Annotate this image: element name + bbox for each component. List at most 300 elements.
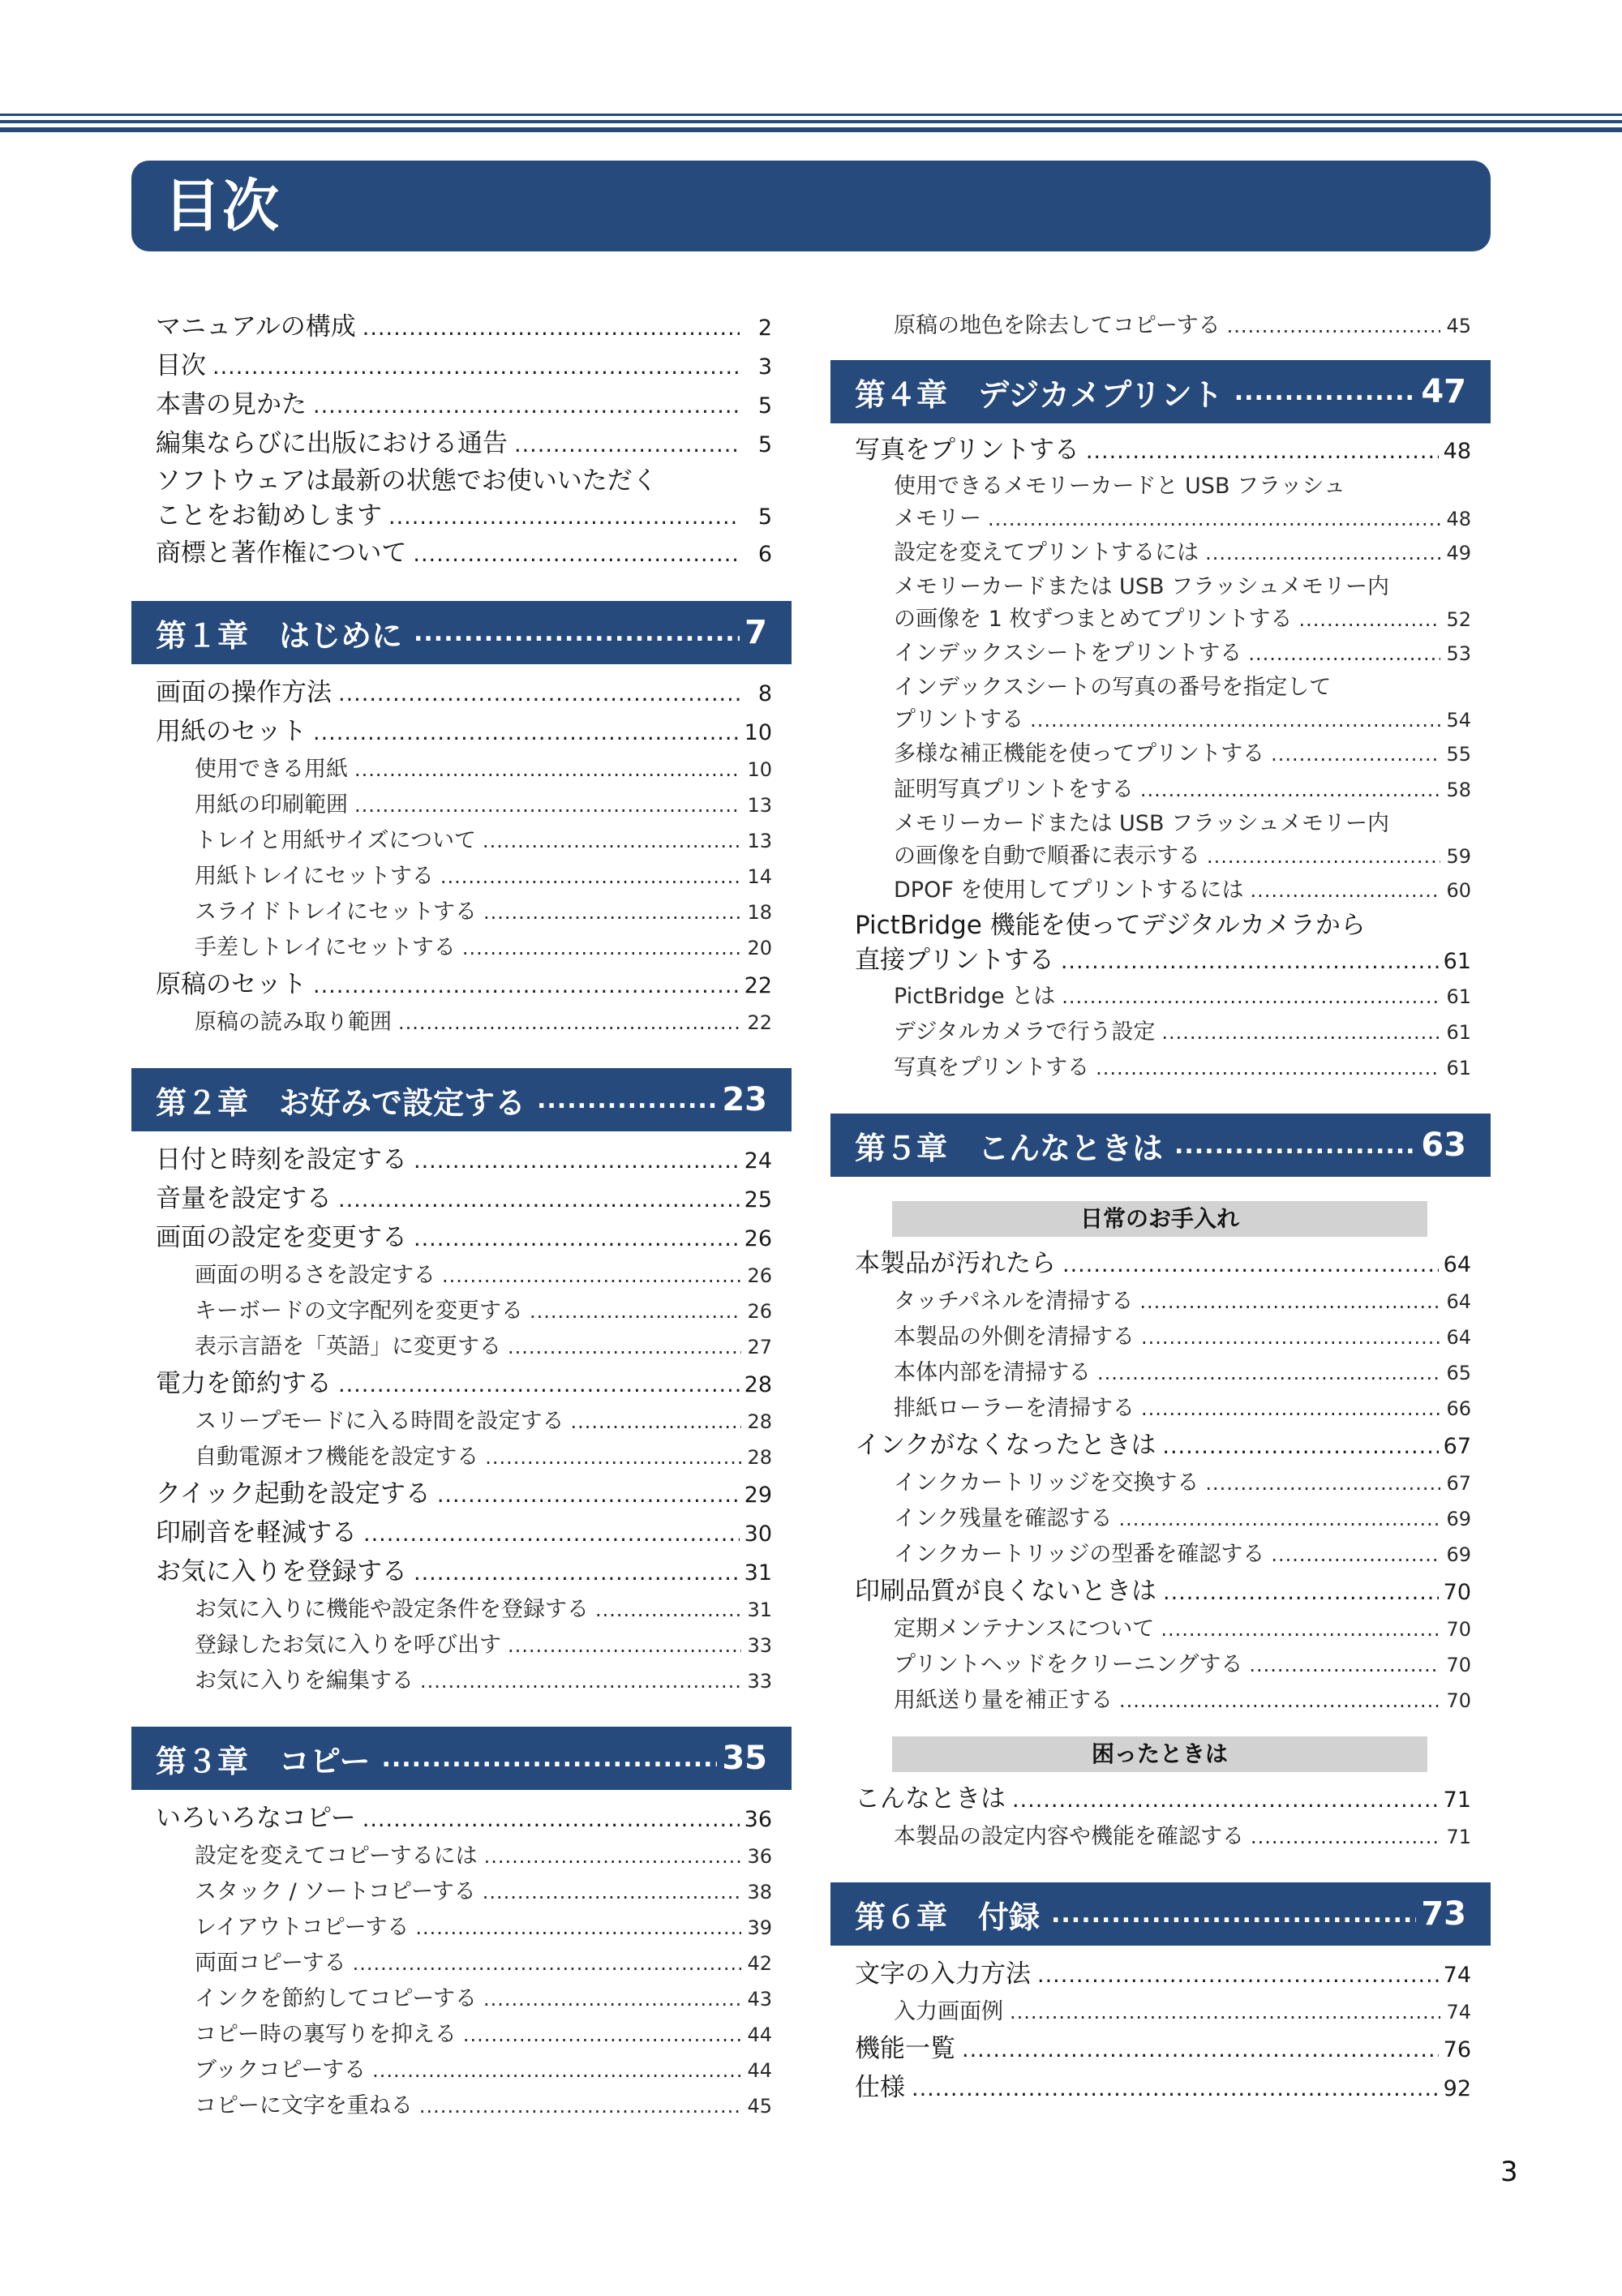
toc-subentry-title: コピー時の裏写りを抑える — [195, 2022, 457, 2047]
toc-entry-title: 印刷品質が良くないときは — [855, 1577, 1156, 1606]
toc-subentry-page: 26 — [747, 1264, 772, 1287]
dot-leader — [1086, 432, 1439, 470]
toc-entry-title: 機能一覧 — [855, 2034, 955, 2063]
dot-leader — [483, 1874, 741, 1910]
toc-subentry[interactable] — [830, 1994, 1491, 2030]
toc-subentry-title: PictBridge とは — [894, 984, 1056, 1009]
toc-subentry-title: 用紙トレイにセットする — [195, 864, 434, 889]
dot-leader — [462, 930, 741, 966]
toc-subentry-page: 26 — [747, 1300, 772, 1323]
toc-subentry[interactable] — [131, 1258, 792, 1294]
toc-subentry[interactable] — [830, 1819, 1491, 1855]
toc-entry-title: お気に入りを登録する — [156, 1557, 407, 1586]
toc-subentry-title: タッチパネルを清掃する — [894, 1289, 1134, 1314]
toc-entry-title: 仕様 — [855, 2073, 905, 2102]
toc-entry[interactable] — [131, 1141, 792, 1180]
dot-leader — [338, 1366, 740, 1404]
toc-subentry[interactable] — [131, 823, 792, 859]
dot-leader — [420, 1663, 741, 1699]
toc-subentry-page: 48 — [1446, 508, 1471, 530]
dot-leader — [463, 2017, 741, 2053]
toc-subentry[interactable] — [830, 1320, 1491, 1355]
toc-entry-title: 編集ならびに出版における通告 — [156, 429, 508, 458]
toc-entry[interactable] — [830, 1955, 1491, 1994]
toc-subentry-title-line1: 使用できるメモリーカードと USB フラッシュ — [894, 474, 1345, 499]
toc-entry-title: 原稿のセット — [156, 970, 307, 999]
toc-subentry-page: 43 — [747, 1988, 772, 2011]
toc-subentry-page: 58 — [1446, 779, 1471, 801]
chapter-3-header[interactable] — [131, 1727, 792, 1790]
toc-entry-page: 36 — [744, 1807, 772, 1832]
dot-leader — [338, 1181, 740, 1219]
toc-subentry[interactable] — [830, 1391, 1491, 1427]
toc-entry-title: 写真をプリントする — [855, 436, 1079, 465]
toc-entry[interactable] — [131, 1219, 792, 1258]
toc-entry[interactable] — [830, 431, 1491, 470]
toc-entry[interactable] — [131, 534, 792, 573]
toc-subentry-title: 証明写真プリントをする — [894, 777, 1134, 802]
toc-subentry-title: 画面の明るさを設定する — [195, 1263, 436, 1288]
toc-entry-title-line1: ソフトウェアは最新の状態でお使いいただく — [156, 466, 658, 496]
toc-subentry-page: 45 — [747, 2095, 772, 2118]
toc-subentry[interactable] — [131, 930, 792, 966]
dot-leader — [1061, 944, 1439, 979]
toc-subentry-title: 登録したお気に入りを呼び出す — [195, 1633, 501, 1658]
chapter-page: 35 — [722, 1740, 767, 1777]
toc-entry[interactable] — [131, 425, 792, 464]
toc-subentry-title: お気に入りを編集する — [195, 1668, 414, 1693]
chapter-page: 7 — [744, 614, 767, 651]
toc-entry[interactable] — [131, 1800, 792, 1839]
dot-leader — [1205, 535, 1440, 571]
toc-subentry-title-line1: メモリーカードまたは USB フラッシュメモリー内 — [894, 811, 1389, 836]
toc-subentry[interactable] — [131, 1329, 792, 1365]
toc-subentry-title: 多様な補正機能を使ってプリントする — [894, 741, 1265, 766]
dot-leader — [338, 675, 740, 713]
toc-subentry-page: 70 — [1446, 1689, 1471, 1712]
dot-leader — [1251, 873, 1440, 908]
toc-subentry-page: 13 — [747, 794, 772, 817]
toc-entry[interactable] — [131, 713, 792, 752]
dot-leader — [485, 1440, 741, 1475]
toc-subentry[interactable] — [131, 1874, 792, 1910]
toc-subentry[interactable] — [131, 2053, 792, 2088]
dot-leader — [1162, 1427, 1439, 1466]
toc-subentry-page: 70 — [1446, 1654, 1471, 1676]
toc-subentry-title: ブックコピーする — [195, 2058, 367, 2083]
dot-leader — [1062, 1246, 1439, 1284]
toc-entry[interactable] — [131, 1475, 792, 1514]
dot-leader — [414, 1220, 740, 1258]
toc-subentry-title: インクカートリッジの型番を確認する — [894, 1542, 1265, 1567]
toc-entry-title-line2: ことをお勧めします — [156, 501, 382, 530]
toc-subentry[interactable] — [131, 895, 792, 930]
dot-leader — [414, 1554, 740, 1592]
toc-subentry[interactable] — [131, 752, 792, 788]
toc-subentry-title: スライドトレイにセットする — [195, 899, 478, 925]
toc-entry[interactable] — [131, 1553, 792, 1592]
toc-entry-title: クイック起動を設定する — [156, 1479, 431, 1508]
toc-subentry[interactable] — [131, 1910, 792, 1946]
toc-subentry[interactable] — [131, 1946, 792, 1981]
toc-entry-page: 3 — [757, 354, 772, 380]
toc-entry-page: 48 — [1443, 439, 1471, 464]
toc-subentry-page: 38 — [747, 1881, 772, 1903]
toc-subentry-title: インクカートリッジを交換する — [894, 1470, 1199, 1496]
toc-subentry-page: 45 — [1446, 315, 1471, 337]
toc-subentry-title: 写真をプリントする — [894, 1055, 1090, 1080]
toc-subentry-page: 61 — [1446, 1021, 1471, 1044]
toc-subentry[interactable] — [131, 2017, 792, 2053]
dot-leader — [313, 387, 740, 425]
dot-leader — [912, 2070, 1439, 2108]
dot-leader — [1062, 979, 1440, 1015]
toc-subentry-title: 表示言語を「英語」に変更する — [195, 1334, 501, 1359]
toc-entry-page: 70 — [1443, 1580, 1471, 1605]
toc-subentry-page: 61 — [1446, 1057, 1471, 1079]
toc-entry[interactable] — [830, 1573, 1491, 1611]
toc-subentry-page: 22 — [747, 1011, 772, 1034]
toc-subentry-page: 39 — [747, 1916, 772, 1939]
dot-leader — [483, 895, 741, 930]
dot-leader — [1012, 1781, 1439, 1819]
toc-subentry[interactable] — [830, 636, 1491, 672]
toc-entry-page: 5 — [757, 393, 772, 418]
toc-entry[interactable] — [830, 908, 1491, 979]
toc-entry-page: 26 — [744, 1226, 772, 1251]
toc-entry[interactable] — [131, 347, 792, 386]
toc-subentry[interactable] — [131, 1981, 792, 2017]
dot-leader — [508, 1628, 741, 1663]
toc-subentry[interactable] — [830, 772, 1491, 808]
dot-leader — [1118, 1501, 1440, 1537]
toc-subentry[interactable] — [830, 1355, 1491, 1391]
toc-subentry-title: 定期メンテナンスについて — [894, 1616, 1155, 1642]
toc-entry-title: 本製品が汚れたら — [855, 1249, 1056, 1278]
toc-subentry-title: プリントヘッドをクリーニングする — [894, 1652, 1243, 1677]
toc-entry-title: 画面の操作方法 — [156, 678, 332, 707]
chapter-1-header[interactable] — [131, 601, 792, 664]
toc-subentry-title: 用紙送り量を補正する — [894, 1688, 1113, 1713]
dot-leader — [1161, 1015, 1440, 1050]
toc-subentry-title: 両面コピーする — [195, 1951, 346, 1976]
toc-entry-title: 音量を設定する — [156, 1184, 332, 1213]
dot-leader — [437, 1476, 740, 1514]
dot-leader — [508, 1329, 741, 1365]
toc-entry[interactable] — [830, 2030, 1491, 2069]
toc-subentry[interactable] — [830, 470, 1491, 535]
toc-subentry[interactable] — [830, 571, 1491, 636]
toc-entry-title: 印刷音を軽減する — [156, 1518, 357, 1547]
toc-subentry[interactable] — [830, 1537, 1491, 1573]
toc-subentry-title: お気に入りに機能や設定条件を登録する — [195, 1597, 589, 1622]
dot-leader — [530, 1294, 741, 1329]
toc-entry-page: 2 — [757, 315, 772, 341]
toc-subentry[interactable] — [131, 1592, 792, 1628]
toc-subentry[interactable] — [830, 979, 1491, 1015]
toc-subentry[interactable] — [830, 1015, 1491, 1050]
toc-entry-page: 61 — [1443, 949, 1471, 974]
toc-entry-title: インクがなくなったときは — [855, 1431, 1156, 1460]
page-title-banner — [131, 161, 1491, 251]
toc-entry-title: マニュアルの構成 — [156, 312, 356, 341]
toc-subentry-title: レイアウトコピーする — [195, 1915, 410, 1940]
toc-entry-title: 文字の入力方法 — [855, 1959, 1031, 1989]
dot-leader — [1271, 736, 1440, 772]
toc-entry[interactable] — [830, 1245, 1491, 1284]
dot-leader — [313, 714, 740, 752]
toc-subentry-title-line2: プリントする — [894, 707, 1024, 732]
toc-entry-title: いろいろなコピー — [156, 1804, 356, 1833]
toc-subentry[interactable] — [830, 1611, 1491, 1647]
toc-subentry-title-line2: の画像を 1 枚ずつまとめてプリントする — [894, 607, 1293, 632]
dot-leader — [1140, 772, 1440, 808]
toc-entry-page: 5 — [757, 432, 772, 457]
toc-subentry[interactable] — [131, 1663, 792, 1699]
dot-leader — [1251, 1819, 1440, 1855]
chapter-title: 第４章 デジカメプリント — [855, 376, 1223, 413]
dot-leader — [595, 1592, 741, 1628]
toc-subentry-page: 54 — [1446, 709, 1471, 732]
toc-entry[interactable] — [830, 1427, 1491, 1466]
toc-entry-page: 6 — [757, 542, 772, 567]
dot-leader — [354, 752, 741, 788]
toc-subentry[interactable] — [830, 736, 1491, 772]
dot-leader — [1037, 1956, 1439, 1994]
toc-subentry[interactable] — [830, 672, 1491, 736]
toc-subentry-title: 使用できる用紙 — [195, 757, 348, 782]
toc-entry-page: 8 — [757, 681, 772, 706]
toc-subentry[interactable] — [830, 535, 1491, 571]
dot-leader — [363, 309, 740, 347]
dot-leader — [353, 1946, 741, 1981]
toc-entry-page: 74 — [1443, 1963, 1471, 1988]
dot-leader — [1139, 1284, 1440, 1320]
toc-entry-title: 画面の設定を変更する — [156, 1223, 407, 1252]
dot-leader — [1161, 1611, 1440, 1647]
toc-entry-page: 76 — [1443, 2037, 1471, 2062]
dot-leader — [1097, 1355, 1440, 1391]
toc-subentry[interactable] — [131, 1839, 792, 1874]
toc-subentry[interactable] — [830, 873, 1491, 908]
toc-subentry[interactable] — [131, 1440, 792, 1475]
dot-leader — [1249, 1647, 1440, 1683]
dot-leader — [571, 1404, 742, 1440]
dot-leader — [1234, 378, 1417, 406]
toc-subentry-title: スタック / ソートコピーする — [195, 1879, 476, 1904]
toc-entry-title: 用紙のセット — [156, 717, 307, 746]
toc-subentry-page: 61 — [1446, 985, 1471, 1008]
toc-subentry-page: 69 — [1446, 1508, 1471, 1530]
dot-leader — [372, 2053, 741, 2088]
toc-entry[interactable] — [131, 464, 792, 534]
toc-subentry[interactable] — [830, 1501, 1491, 1537]
toc-subentry-title: 入力画面例 — [894, 1999, 1003, 2024]
toc-subentry-page: 18 — [747, 901, 772, 924]
toc-subentry-page: 42 — [747, 1952, 772, 1975]
toc-subentry-page: 20 — [747, 937, 772, 959]
toc-subentry-page: 52 — [1446, 608, 1471, 631]
top-rule-1 — [0, 114, 1622, 116]
toc-subentry-title-line2: メモリー — [894, 506, 981, 531]
toc-entry[interactable] — [830, 1780, 1491, 1819]
dot-leader — [988, 503, 1440, 535]
toc-entry-title: 目次 — [156, 351, 206, 380]
toc-subentry[interactable] — [830, 1683, 1491, 1719]
toc-subentry[interactable] — [830, 1284, 1491, 1320]
dot-leader — [1298, 603, 1440, 636]
toc-subentry-page: 33 — [747, 1670, 772, 1693]
toc-subentry[interactable] — [131, 2088, 792, 2124]
toc-subentry-title: DPOF を使用してプリントするには — [894, 878, 1244, 903]
toc-subentry[interactable] — [131, 1628, 792, 1663]
toc-subentry[interactable] — [131, 1404, 792, 1440]
toc-subentry-page: 69 — [1446, 1543, 1471, 1566]
toc-subentry-page: 28 — [747, 1410, 772, 1433]
chapter-4-header[interactable] — [830, 360, 1491, 423]
toc-entry-title-line2: 直接プリントする — [855, 946, 1054, 975]
toc-subentry-title: 設定を変えてコピーするには — [195, 1843, 478, 1869]
chapter-title: 第１章 はじめに — [156, 617, 403, 654]
dot-leader — [1248, 636, 1440, 672]
toc-subentry-title: キーボードの文字配列を変更する — [195, 1298, 523, 1324]
dot-leader — [1096, 1050, 1440, 1086]
toc-subentry-page: 44 — [747, 2059, 772, 2082]
toc-subentry-page: 13 — [747, 830, 772, 852]
toc-entry-title-line1: PictBridge 機能を使ってデジタルカメラから — [855, 911, 1366, 940]
section-subhead-daily-care: 日常のお手入れ — [892, 1201, 1427, 1237]
toc-entry[interactable] — [131, 674, 792, 713]
toc-entry[interactable] — [830, 2069, 1491, 2108]
toc-entry-page: 22 — [744, 973, 772, 998]
toc-subentry-title-line2: の画像を自動で順番に表示する — [894, 843, 1200, 869]
toc-subentry-title: コピーに文字を重ねる — [195, 2093, 413, 2118]
chapter-5-header[interactable] — [830, 1114, 1491, 1177]
toc-subentry-title: トレイと用紙サイズについて — [195, 828, 476, 853]
toc-entry[interactable] — [131, 1514, 792, 1553]
toc-entry[interactable] — [131, 1180, 792, 1219]
toc-subentry-title: 手差しトレイにセットする — [195, 935, 456, 960]
dot-leader — [1174, 1131, 1416, 1160]
chapter-title: 第５章 こんなときは — [855, 1130, 1164, 1166]
toc-entry-title: 日付と時刻を設定する — [156, 1145, 407, 1174]
toc-subentry-page: 64 — [1446, 1290, 1471, 1313]
dot-leader — [514, 426, 740, 464]
dot-leader — [413, 535, 740, 573]
chapter-6-header[interactable] — [830, 1882, 1491, 1946]
toc-entry-page: 10 — [744, 720, 772, 745]
toc-subentry-title: 本製品の設定内容や機能を確認する — [894, 1824, 1244, 1849]
toc-subentry-page: 49 — [1446, 542, 1471, 564]
dot-leader — [212, 348, 740, 386]
chapter-page: 47 — [1421, 373, 1466, 410]
toc-subentry[interactable] — [131, 788, 792, 823]
toc-subentry[interactable] — [830, 308, 1491, 344]
toc-entry-title: 商標と著作権について — [156, 539, 407, 568]
section-subhead-trouble: 困ったときは — [892, 1736, 1427, 1772]
dot-leader — [1227, 308, 1440, 344]
toc-subentry-page: 64 — [1446, 1326, 1471, 1349]
toc-subentry[interactable] — [830, 808, 1491, 873]
toc-subentry-title: 用紙の印刷範囲 — [195, 792, 348, 818]
toc-entry-page: 30 — [744, 1521, 772, 1547]
toc-subentry-page: 31 — [747, 1599, 772, 1621]
toc-subentry-title: 原稿の地色を除去してコピーする — [894, 313, 1221, 338]
toc-subentry-page: 53 — [1446, 642, 1471, 665]
toc-subentry-title: インクを節約してコピーする — [195, 1986, 478, 2011]
toc-entry-title: 本書の見かた — [156, 390, 307, 419]
toc-subentry[interactable] — [830, 1466, 1491, 1501]
toc-entry[interactable] — [131, 386, 792, 425]
dot-leader — [1119, 1683, 1440, 1719]
toc-subentry-page: 36 — [747, 1845, 772, 1868]
toc-entry-title: こんなときは — [855, 1784, 1006, 1813]
toc-subentry-title: インク残量を確認する — [894, 1506, 1113, 1531]
toc-entry[interactable] — [131, 308, 792, 347]
dot-leader — [313, 967, 740, 1005]
dot-leader — [483, 823, 741, 859]
toc-subentry[interactable] — [131, 1005, 792, 1041]
toc-subentry[interactable] — [131, 1294, 792, 1329]
dot-leader — [1271, 1537, 1440, 1573]
toc-subentry-page: 65 — [1446, 1362, 1471, 1384]
top-rule-3 — [0, 127, 1622, 132]
dot-leader — [419, 2088, 741, 2124]
toc-subentry-page: 71 — [1446, 1826, 1471, 1848]
dot-leader — [1205, 1466, 1440, 1501]
toc-subentry-title: インデックスシートをプリントする — [894, 641, 1242, 666]
dot-leader — [484, 1839, 741, 1874]
toc-subentry-page: 28 — [747, 1446, 772, 1469]
dot-leader — [363, 1515, 740, 1553]
dot-leader — [483, 1981, 741, 2017]
toc-entry[interactable] — [131, 966, 792, 1005]
dot-leader — [388, 500, 740, 534]
dot-leader — [414, 1142, 740, 1180]
toc-subentry-title: 原稿の読み取り範囲 — [195, 1010, 392, 1035]
toc-entry-page: 67 — [1443, 1434, 1471, 1459]
toc-subentry[interactable] — [131, 859, 792, 895]
dot-leader — [1163, 1573, 1439, 1611]
dot-leader — [537, 1086, 717, 1114]
toc-subentry-title: 本製品の外側を清掃する — [894, 1324, 1135, 1350]
toc-subentry-page: 27 — [747, 1336, 772, 1358]
dot-leader — [962, 2031, 1439, 2069]
toc-subentry[interactable] — [830, 1647, 1491, 1683]
toc-subentry-title: 自動電源オフ機能を設定する — [195, 1444, 479, 1470]
chapter-title: 第３章 コピー — [156, 1743, 371, 1779]
dot-leader — [381, 1745, 717, 1773]
toc-subentry[interactable] — [830, 1050, 1491, 1086]
toc-subentry-title: 排紙ローラーを清掃する — [894, 1396, 1135, 1421]
top-rule-2 — [0, 120, 1622, 123]
dot-leader — [414, 619, 740, 647]
chapter-2-header[interactable] — [131, 1068, 792, 1131]
toc-entry-page: 25 — [744, 1187, 772, 1212]
dot-leader — [440, 859, 741, 895]
dot-leader — [354, 788, 741, 823]
toc-entry[interactable] — [131, 1365, 792, 1404]
toc-left-column — [131, 308, 792, 2124]
toc-subentry-page: 55 — [1446, 743, 1471, 766]
toc-subentry-page: 60 — [1446, 879, 1471, 902]
toc-subentry-page: 74 — [1446, 2001, 1471, 2023]
page-title: 目次 — [164, 173, 281, 239]
toc-subentry-title: 本体内部を清掃する — [894, 1360, 1091, 1385]
dot-leader — [398, 1005, 741, 1041]
toc-subentry-title-line1: メモリーカードまたは USB フラッシュメモリー内 — [894, 574, 1389, 599]
chapter-page: 23 — [722, 1081, 767, 1118]
